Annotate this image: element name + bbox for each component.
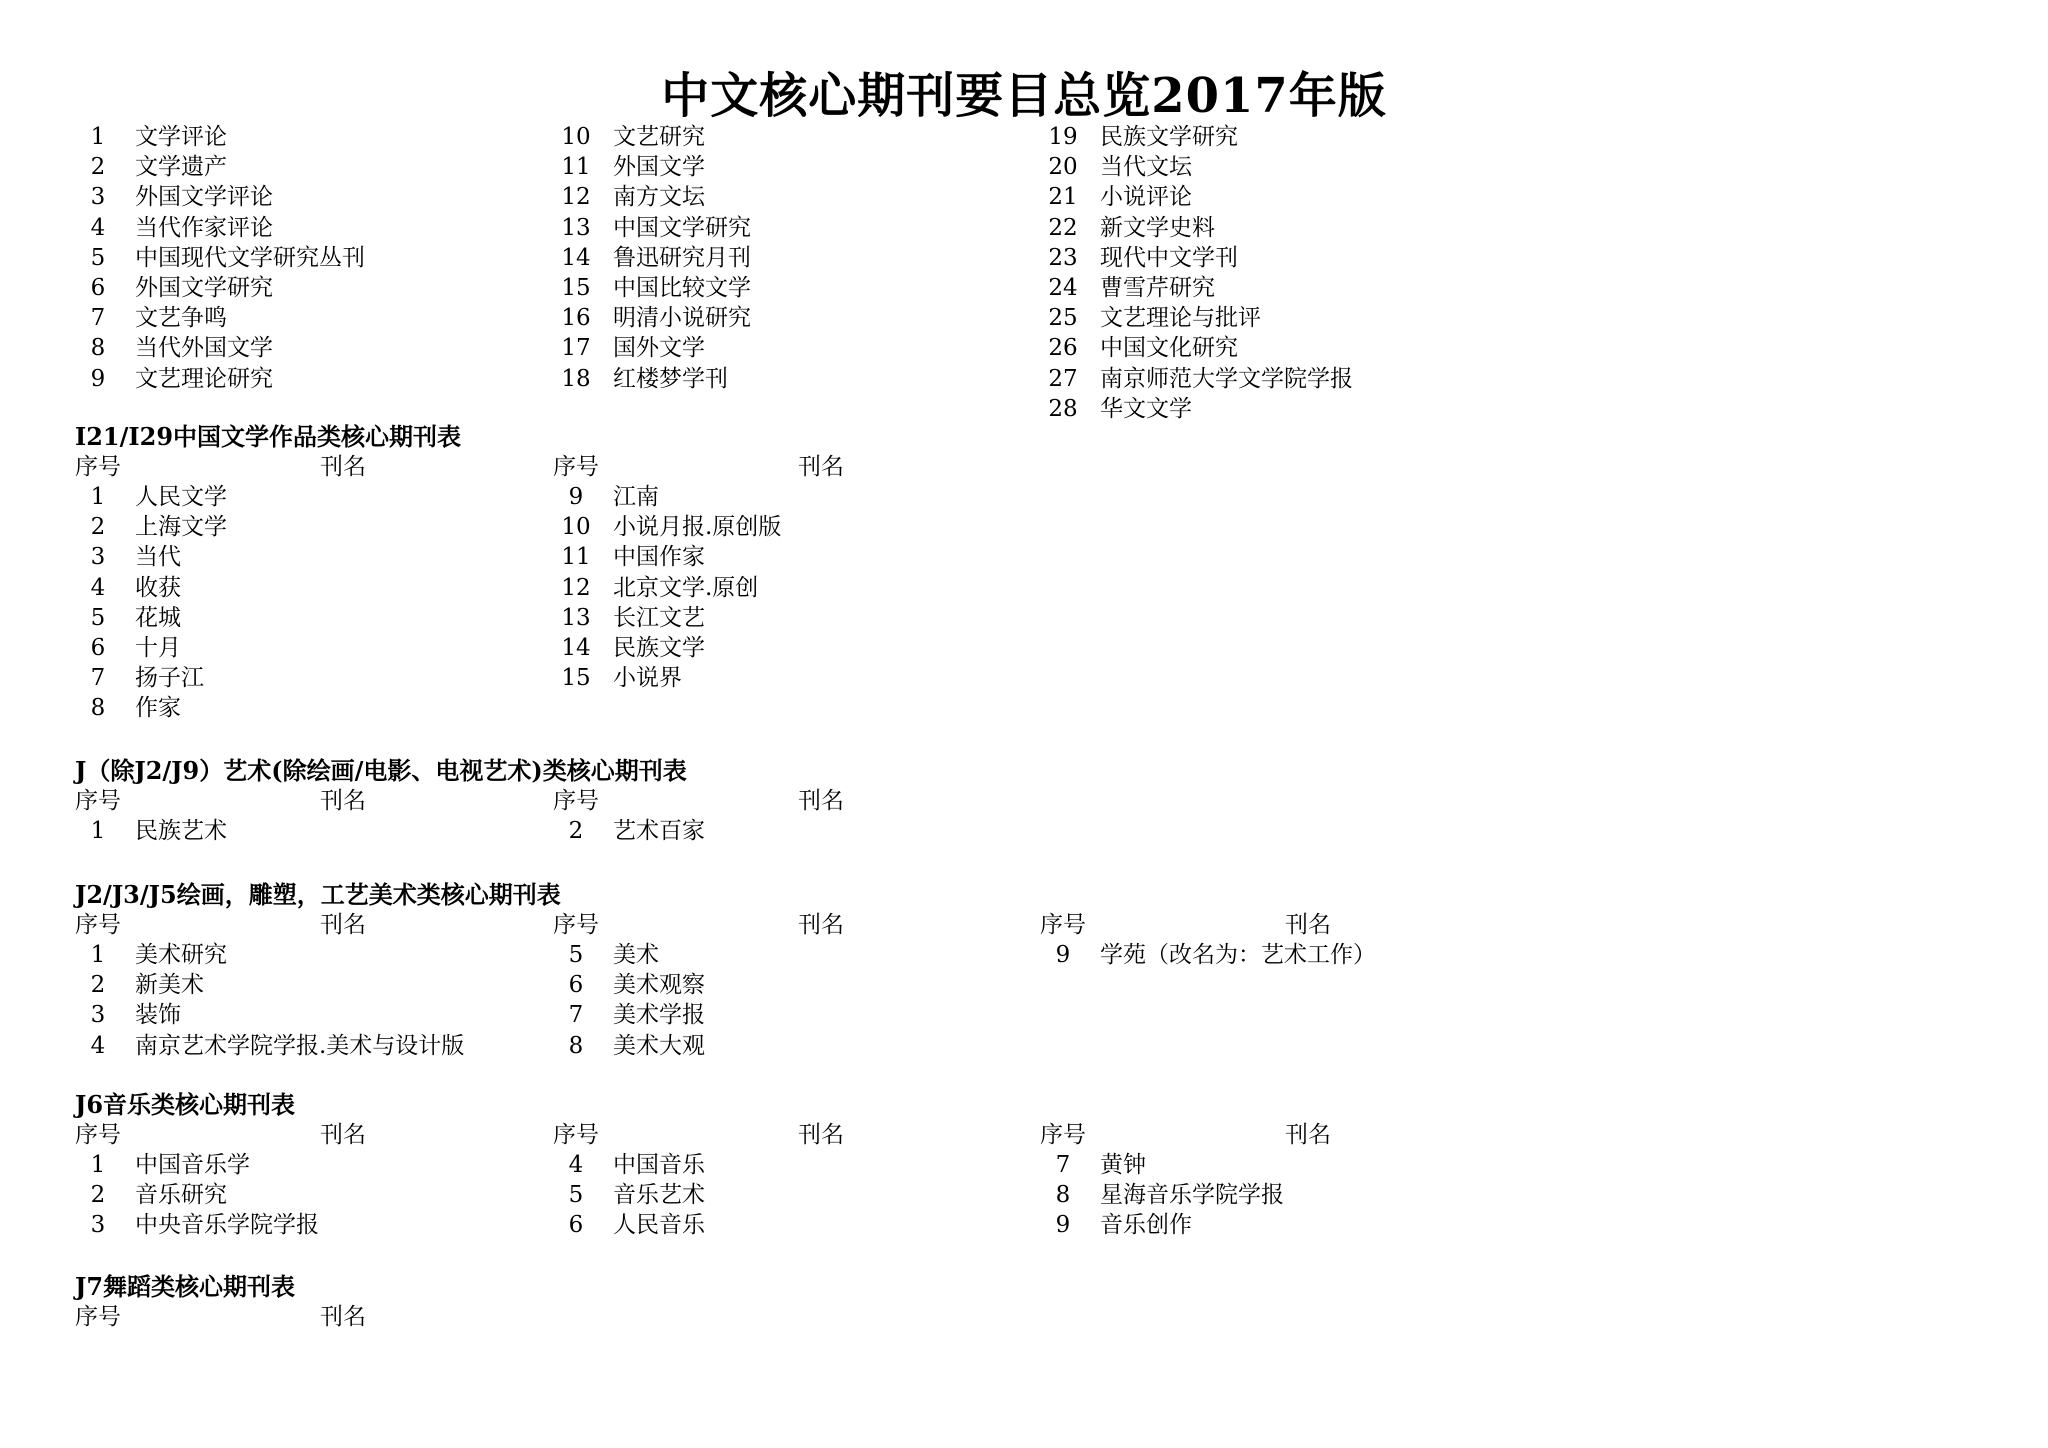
item-number: 5 xyxy=(90,244,106,271)
journal-name: 现代中文学刊 xyxy=(1100,244,1238,271)
list-item xyxy=(553,970,705,1000)
item-number: 9 xyxy=(90,365,106,392)
column-header-name: 刊名 xyxy=(1285,1121,1331,1148)
list-item xyxy=(75,573,181,603)
item-number: 3 xyxy=(90,1002,106,1029)
item-number: 12 xyxy=(561,184,591,211)
journal-name: 当代外国文学 xyxy=(135,335,273,362)
list-item xyxy=(75,243,365,273)
column-header-seq: 序号 xyxy=(75,1121,121,1148)
list-item xyxy=(1040,213,1215,243)
item-number: 4 xyxy=(90,214,106,241)
list-item xyxy=(75,333,273,363)
list-item xyxy=(553,1210,705,1240)
column-header-name: 刊名 xyxy=(320,1303,366,1330)
journal-name: 当代文坛 xyxy=(1100,154,1192,181)
list-item xyxy=(553,333,705,363)
item-number: 15 xyxy=(561,275,591,301)
journal-name: 装饰 xyxy=(135,1002,181,1029)
column-header-seq: 序号 xyxy=(553,453,599,480)
item-number: 2 xyxy=(90,972,106,999)
item-number: 6 xyxy=(90,635,106,661)
list-item xyxy=(553,603,705,633)
journal-name: 收获 xyxy=(135,574,181,601)
column-header-seq: 序号 xyxy=(75,911,121,938)
item-number: 8 xyxy=(90,335,106,362)
list-item xyxy=(553,1180,705,1210)
item-number: 5 xyxy=(90,604,106,631)
list-item xyxy=(553,152,705,182)
item-number: 7 xyxy=(90,305,106,332)
journal-name: 小说界 xyxy=(613,665,682,692)
journal-name: 当代 xyxy=(135,544,181,571)
list-item xyxy=(75,122,227,152)
column-header-seq: 序号 xyxy=(1040,911,1086,938)
list-item xyxy=(1040,940,1376,970)
item-number: 11 xyxy=(561,154,591,181)
item-number: 10 xyxy=(561,124,591,150)
journal-name: 美术大观 xyxy=(613,1032,705,1059)
item-number: 12 xyxy=(561,574,591,601)
list-item xyxy=(553,1150,705,1180)
list-item xyxy=(553,243,751,273)
journal-name: 艺术百家 xyxy=(613,818,705,844)
column-header-seq: 序号 xyxy=(75,787,121,814)
list-item xyxy=(75,1210,319,1240)
section-title: J（除J2/J9）艺术(除绘画/电影、电视艺术)类核心期刊表 xyxy=(75,756,687,785)
page-title: 中文核心期刊要目总览2017年版 xyxy=(661,68,1387,124)
section-title: I21/I29中国文学作品类核心期刊表 xyxy=(75,422,462,451)
item-number: 7 xyxy=(1055,1152,1071,1178)
journal-name: 华文文学 xyxy=(1100,395,1192,422)
list-item xyxy=(553,1031,705,1061)
journal-name: 上海文学 xyxy=(135,514,227,541)
journal-name: 中国作家 xyxy=(613,544,705,571)
list-item xyxy=(553,303,751,333)
list-item xyxy=(1040,1150,1146,1180)
list-item xyxy=(75,693,181,723)
column-header-name: 刊名 xyxy=(320,453,366,480)
list-item xyxy=(75,663,204,693)
column-header-name: 刊名 xyxy=(798,911,844,938)
journal-name: 美术研究 xyxy=(135,942,227,968)
column-header-seq: 序号 xyxy=(75,453,121,480)
journal-name: 南京师范大学文学院学报 xyxy=(1100,365,1353,392)
item-number: 24 xyxy=(1048,275,1078,301)
journal-name: 当代作家评论 xyxy=(135,214,273,241)
journal-name: 红楼梦学刊 xyxy=(613,365,728,392)
item-number: 16 xyxy=(561,305,591,332)
list-item xyxy=(553,364,728,394)
item-number: 7 xyxy=(90,665,106,692)
item-number: 6 xyxy=(90,275,106,301)
item-number: 18 xyxy=(561,365,591,392)
list-item xyxy=(75,940,227,970)
item-number: 13 xyxy=(561,604,591,631)
list-item xyxy=(75,1150,250,1180)
journal-name: 国外文学 xyxy=(613,335,705,362)
journal-name: 外国文学研究 xyxy=(135,275,273,301)
journal-name: 音乐创作 xyxy=(1100,1212,1192,1239)
column-header-name: 刊名 xyxy=(798,1121,844,1148)
item-number: 1 xyxy=(90,484,106,510)
journal-name: 文艺理论研究 xyxy=(135,365,273,392)
list-item xyxy=(1040,1180,1284,1210)
item-number: 6 xyxy=(568,1212,584,1239)
item-number: 4 xyxy=(90,1032,106,1059)
item-number: 4 xyxy=(90,574,106,601)
item-number: 23 xyxy=(1048,244,1078,271)
journal-name: 星海音乐学院学报 xyxy=(1100,1182,1284,1209)
journal-name: 北京文学.原创 xyxy=(613,574,759,601)
journal-name: 美术观察 xyxy=(613,972,705,999)
list-item xyxy=(75,633,181,663)
journal-name: 小说评论 xyxy=(1100,184,1192,211)
journal-name: 中国文化研究 xyxy=(1100,335,1238,362)
journal-name: 美术 xyxy=(613,942,659,968)
journal-name: 中国文学研究 xyxy=(613,214,751,241)
journal-name: 小说月报.原创版 xyxy=(613,514,782,541)
column-header-seq: 序号 xyxy=(553,1121,599,1148)
list-item xyxy=(75,542,181,572)
list-item xyxy=(553,1000,705,1030)
journal-name: 外国文学 xyxy=(613,154,705,181)
list-item xyxy=(553,512,782,542)
list-item xyxy=(553,573,759,603)
item-number: 25 xyxy=(1048,305,1078,332)
journal-name: 南方文坛 xyxy=(613,184,705,211)
list-item xyxy=(75,182,273,212)
list-item xyxy=(1040,273,1215,303)
item-number: 8 xyxy=(90,695,106,722)
journal-name: 音乐艺术 xyxy=(613,1182,705,1209)
list-item xyxy=(1040,364,1353,394)
journal-name: 美术学报 xyxy=(613,1002,705,1029)
item-number: 2 xyxy=(90,514,106,541)
item-number: 6 xyxy=(568,972,584,999)
list-item xyxy=(553,213,751,243)
list-item xyxy=(553,940,659,970)
journal-name: 人民文学 xyxy=(135,484,227,510)
item-number: 14 xyxy=(561,635,591,661)
item-number: 2 xyxy=(568,818,584,844)
list-item xyxy=(553,482,659,512)
section-title: J2/J3/J5绘画，雕塑，工艺美术类核心期刊表 xyxy=(75,880,561,909)
list-item xyxy=(1040,303,1261,333)
item-number: 2 xyxy=(90,1182,106,1209)
item-number: 1 xyxy=(90,124,106,150)
section-title: J6音乐类核心期刊表 xyxy=(75,1090,296,1119)
column-header-name: 刊名 xyxy=(798,453,844,480)
list-item xyxy=(1040,243,1238,273)
journal-name: 曹雪芹研究 xyxy=(1100,275,1215,301)
list-item xyxy=(553,663,682,693)
journal-name: 文艺理论与批评 xyxy=(1100,305,1261,332)
item-number: 7 xyxy=(568,1002,584,1029)
column-header-name: 刊名 xyxy=(320,1121,366,1148)
item-number: 19 xyxy=(1048,124,1078,150)
item-number: 8 xyxy=(1055,1182,1071,1209)
item-number: 20 xyxy=(1048,154,1078,181)
section-title: J7舞蹈类核心期刊表 xyxy=(75,1272,296,1301)
item-number: 22 xyxy=(1048,214,1078,241)
journal-name: 外国文学评论 xyxy=(135,184,273,211)
list-item xyxy=(75,213,273,243)
column-header-name: 刊名 xyxy=(798,787,844,814)
item-number: 9 xyxy=(1055,942,1071,968)
column-header-seq: 序号 xyxy=(1040,1121,1086,1148)
list-item xyxy=(1040,333,1238,363)
list-item xyxy=(1040,122,1238,152)
column-header-name: 刊名 xyxy=(320,911,366,938)
item-number: 4 xyxy=(568,1152,584,1178)
journal-name: 南京艺术学院学报.美术与设计版 xyxy=(135,1032,465,1059)
list-item xyxy=(75,273,273,303)
item-number: 5 xyxy=(568,942,584,968)
list-item xyxy=(1040,152,1192,182)
journal-name: 江南 xyxy=(613,484,659,510)
journal-name: 十月 xyxy=(135,635,181,661)
item-number: 8 xyxy=(568,1032,584,1059)
item-number: 14 xyxy=(561,244,591,271)
journal-name: 民族文学研究 xyxy=(1100,124,1238,150)
journal-name: 文学评论 xyxy=(135,124,227,150)
journal-name: 音乐研究 xyxy=(135,1182,227,1209)
list-item xyxy=(553,816,705,846)
list-item xyxy=(75,152,227,182)
journal-name: 中国现代文学研究丛刊 xyxy=(135,244,365,271)
item-number: 5 xyxy=(568,1182,584,1209)
list-item xyxy=(75,1180,227,1210)
journal-name: 文学遗产 xyxy=(135,154,227,181)
item-number: 1 xyxy=(90,942,106,968)
item-number: 27 xyxy=(1048,365,1078,392)
list-item xyxy=(75,970,204,1000)
journal-name: 新美术 xyxy=(135,972,204,999)
item-number: 1 xyxy=(90,1152,106,1178)
list-item xyxy=(1040,182,1192,212)
list-item xyxy=(75,816,227,846)
column-header-seq: 序号 xyxy=(553,787,599,814)
list-item xyxy=(75,1000,181,1030)
item-number: 2 xyxy=(90,154,106,181)
journal-name: 鲁迅研究月刊 xyxy=(613,244,751,271)
item-number: 13 xyxy=(561,214,591,241)
list-item xyxy=(75,603,181,633)
list-item xyxy=(553,542,705,572)
journal-name: 长江文艺 xyxy=(613,604,705,631)
journal-name: 中国音乐 xyxy=(613,1152,705,1178)
journal-name: 学苑（改名为：艺术工作） xyxy=(1100,942,1376,968)
item-number: 1 xyxy=(90,818,106,844)
list-item xyxy=(75,364,273,394)
journal-name: 花城 xyxy=(135,604,181,631)
journal-name: 中央音乐学院学报 xyxy=(135,1212,319,1239)
item-number: 21 xyxy=(1048,184,1078,211)
item-number: 9 xyxy=(1055,1212,1071,1239)
list-item xyxy=(553,182,705,212)
journal-name: 作家 xyxy=(135,695,181,722)
item-number: 17 xyxy=(561,335,591,362)
list-item xyxy=(553,633,705,663)
journal-name: 人民音乐 xyxy=(613,1212,705,1239)
journal-name: 文艺研究 xyxy=(613,124,705,150)
column-header-seq: 序号 xyxy=(75,1303,121,1330)
list-item xyxy=(1040,1210,1192,1240)
item-number: 3 xyxy=(90,1212,106,1239)
item-number: 9 xyxy=(568,484,584,510)
item-number: 3 xyxy=(90,544,106,571)
list-item xyxy=(75,482,227,512)
list-item xyxy=(75,512,227,542)
column-header-name: 刊名 xyxy=(1285,911,1331,938)
journal-name: 新文学史料 xyxy=(1100,214,1215,241)
item-number: 15 xyxy=(561,665,591,692)
list-item xyxy=(1040,394,1192,424)
item-number: 11 xyxy=(561,544,591,571)
journal-name: 中国音乐学 xyxy=(135,1152,250,1178)
column-header-name: 刊名 xyxy=(320,787,366,814)
journal-name: 中国比较文学 xyxy=(613,275,751,301)
journal-name: 民族文学 xyxy=(613,635,705,661)
journal-name: 民族艺术 xyxy=(135,818,227,844)
item-number: 28 xyxy=(1048,395,1078,422)
list-item xyxy=(553,273,751,303)
item-number: 3 xyxy=(90,184,106,211)
list-item xyxy=(75,1031,465,1061)
journal-name: 文艺争鸣 xyxy=(135,305,227,332)
list-item xyxy=(75,303,227,333)
journal-name: 扬子江 xyxy=(135,665,204,692)
item-number: 10 xyxy=(561,514,591,541)
item-number: 26 xyxy=(1048,335,1078,362)
list-item xyxy=(553,122,705,152)
journal-name: 明清小说研究 xyxy=(613,305,751,332)
column-header-seq: 序号 xyxy=(553,911,599,938)
journal-name: 黄钟 xyxy=(1100,1152,1146,1178)
